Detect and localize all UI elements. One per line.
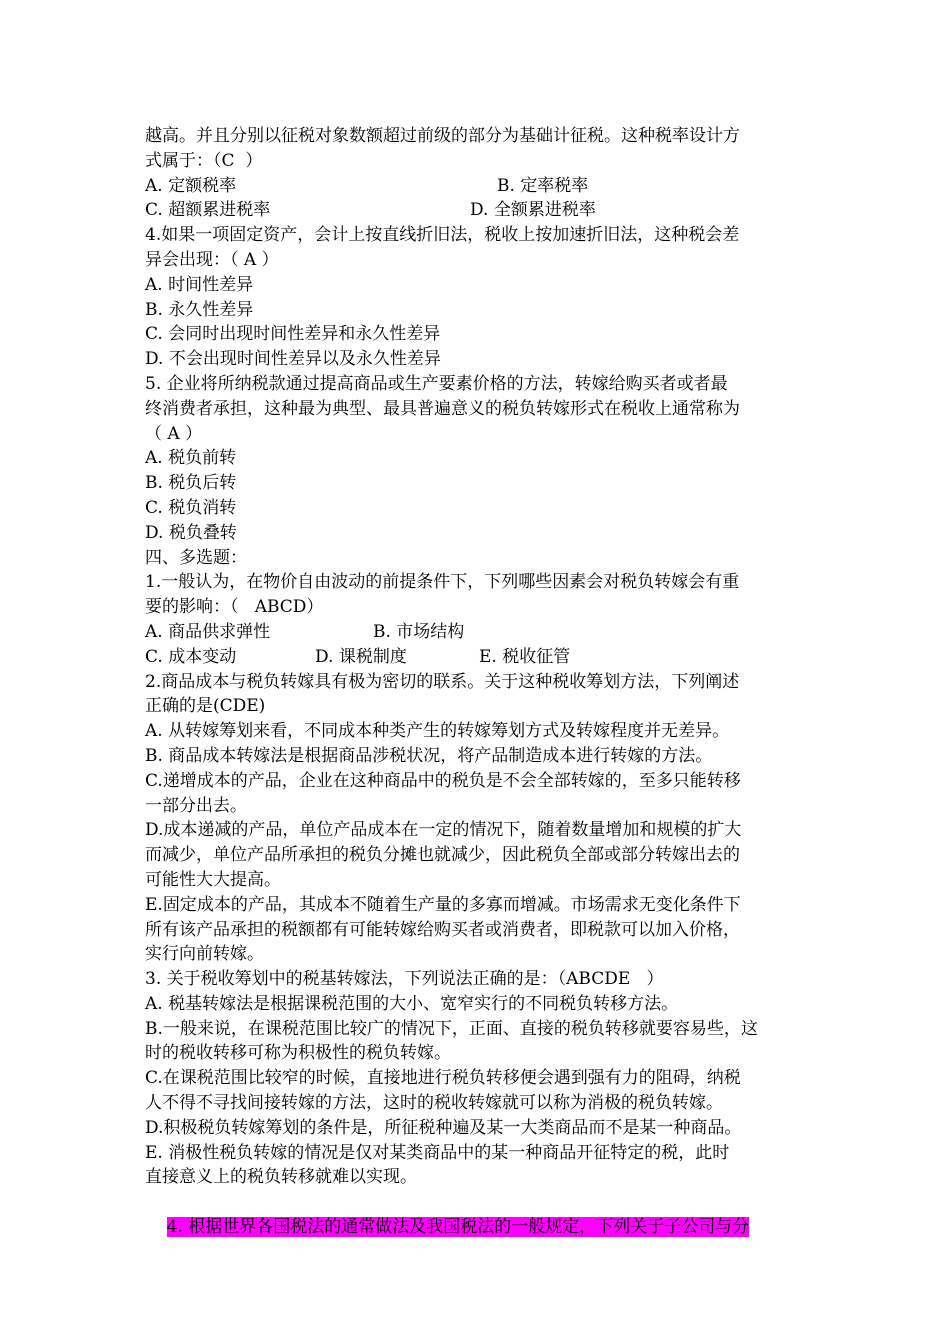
option-a: A. 定额税率: [145, 175, 237, 196]
question-3-continued-line-1: 越高。并且分别以征税对象数额超过前级的部分为基础计征税。这种税率设计方: [145, 126, 740, 146]
option-e-line-3: 实行向前转嫁。: [145, 944, 264, 965]
question-4-line-2: 异会出现：（ A ）: [145, 249, 279, 270]
question-3-options-row-2: [145, 198, 810, 223]
highlighted-text: 4. 根据世界各国税法的通常做法及我国税法的一般规定，下列关于子公司与分: [166, 1217, 750, 1238]
option-d-line-1: D.成本递减的产品，单位产品成本在一定的情况下，随着数量增加和规模的扩大: [145, 820, 742, 841]
option-c: C. 超额累进税率: [145, 200, 271, 221]
section-heading-multiple-choice: 四、多选题：: [145, 547, 247, 568]
question-5-line-2: 终消费者承担，这种最为典型、最具普遍意义的税负转嫁形式在税收上通常称为: [145, 398, 740, 419]
multi-question-1-options-row-1: [145, 620, 810, 645]
option-e-line-2: 所有该产品承担的税额都有可能转嫁给购买者或消费者，即税款可以加入价格，: [145, 919, 740, 940]
option-c-line-2: 一部分出去。: [145, 795, 247, 816]
option-c: C. 成本变动: [145, 646, 237, 667]
option-e-line-1: E. 消极性税负转嫁的情况是仅对某类商品中的某一种商品开征特定的税，此时: [145, 1142, 730, 1163]
option-d: D. 全额累进税率: [470, 200, 596, 221]
option-c: C. 会同时出现时间性差异和永久性差异: [145, 324, 441, 345]
option-c-line-1: C.在课税范围比较窄的时候，直接地进行税负转移便会遇到强有力的阻碍，纳税: [145, 1068, 741, 1089]
option-c-line-2: 人不得不寻找间接转嫁的方法，这时的税收转嫁就可以称为消极的税负转嫁。: [145, 1093, 723, 1114]
option-e-line-2: 直接意义上的税负转移就难以实现。: [145, 1167, 417, 1188]
option-b: B. 商品成本转嫁法是根据商品涉税状况，将产品制造成本进行转嫁的方法。: [145, 745, 713, 766]
option-e: E. 税收征管: [479, 646, 571, 667]
option-a: A. 商品供求弹性: [145, 621, 271, 642]
option-c: C. 税负消转: [145, 497, 237, 518]
multi-question-3-line-1: 3. 关于税收筹划中的税基转嫁法，下列说法正确的是：（ABCDE ）: [145, 969, 664, 990]
option-a: A. 从转嫁筹划来看，不同成本种类产生的转嫁筹划方式及转嫁程度并无差异。: [145, 721, 730, 742]
option-b: B. 市场结构: [373, 621, 465, 642]
option-d-line-3: 可能性大大提高。: [145, 869, 281, 890]
option-b: B. 永久性差异: [145, 299, 254, 320]
multi-question-2-line-2: 正确的是(CDE): [145, 696, 266, 717]
question-3-options-row-1: [145, 174, 810, 199]
option-d: D. 课税制度: [315, 646, 407, 667]
option-d: D. 税负叠转: [145, 522, 237, 543]
option-c-line-1: C.递增成本的产品，企业在这种商品中的税负是不会全部转嫁的，至多只能转移: [145, 770, 741, 791]
multi-question-1-options-row-2: [145, 645, 810, 670]
option-d: D.积极税负转嫁筹划的条件是，所征税种遍及某一大类商品而不是某一种商品。: [145, 1117, 742, 1138]
option-b: B. 税负后转: [145, 473, 237, 494]
option-b-line-1: B.一般来说，在课税范围比较广的情况下，正面、直接的税负转移就要容易些，这: [145, 1018, 758, 1039]
multi-question-2-line-1: 2.商品成本与税负转嫁具有极为密切的联系。关于这种税收筹划方法，下列阐述: [145, 671, 740, 692]
option-e-line-1: E.固定成本的产品，其成本不随着生产量的多寡而增减。市场需求无变化条件下: [145, 894, 741, 915]
option-a: A. 税负前转: [145, 448, 237, 469]
option-d: D. 不会出现时间性差异以及永久性差异: [145, 349, 441, 370]
multi-question-1-line-1: 1.一般认为，在物价自由波动的前提条件下，下列哪些因素会对税负转嫁会有重: [145, 572, 740, 593]
option-d-line-2: 而减少，单位产品所承担的税负分摊也就减少，因此税负全部或部分转嫁出去的: [145, 845, 740, 866]
option-b-line-2: 时的税收转移可称为积极性的税负转嫁。: [145, 1043, 451, 1064]
option-a: A. 时间性差异: [145, 274, 254, 295]
option-a: A. 税基转嫁法是根据课税范围的大小、宽窄实行的不同税负转移方法。: [145, 993, 679, 1014]
question-5-line-1: 5. 企业将所纳税款通过提高商品或生产要素价格的方法，转嫁给购买者或者最: [145, 373, 728, 394]
question-3-continued-line-2: 式属于：（C ）: [145, 150, 263, 171]
multi-question-1-line-2: 要的影响：（ ABCD）: [145, 597, 324, 618]
multi-question-4-line-1-highlighted: [145, 1190, 810, 1238]
question-4-line-1: 4.如果一项固定资产，会计上按直线折旧法，税收上按加速折旧法，这种税会差: [145, 225, 740, 246]
question-5-line-3: （ A ）: [145, 423, 203, 444]
document-page: [145, 124, 810, 1238]
option-b: B. 定率税率: [497, 175, 589, 196]
